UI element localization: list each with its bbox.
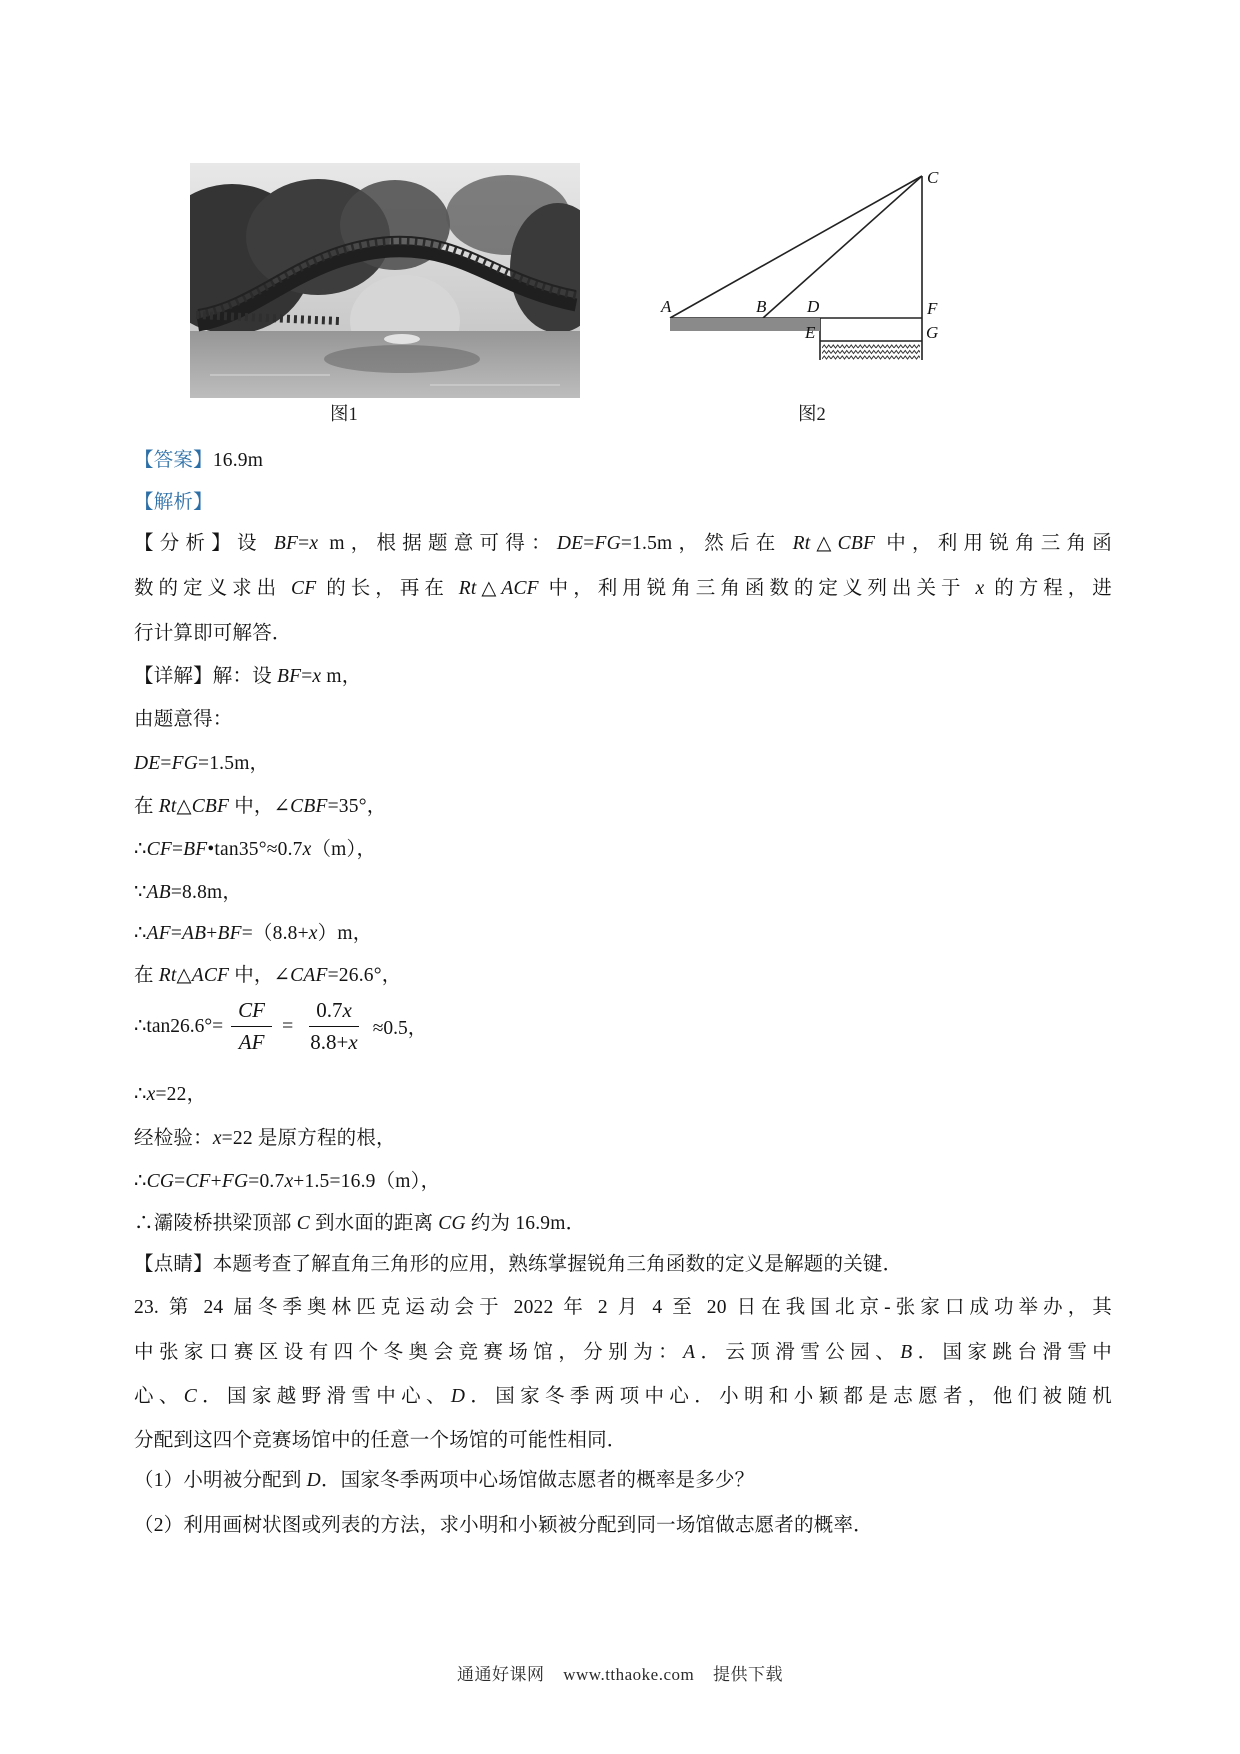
solution-line-5: ∴CF=BF•tan35°≈0.7x（m）， — [134, 839, 377, 860]
answer-line — [134, 448, 1112, 474]
geometry-diagram — [660, 168, 960, 363]
problem23-line-4: 分配到这四个竞赛场馆中的任意一个场馆的可能性相同． — [134, 1430, 627, 1451]
diagram-label-c: C — [927, 168, 939, 187]
diagram-label-g: G — [926, 323, 939, 342]
equation-equals: = — [282, 1014, 294, 1037]
equation-suffix: ≈0.5， — [372, 1018, 428, 1039]
figure1-caption: 图1 — [330, 405, 358, 425]
solution-line-4: 在 Rt△CBF 中，∠CBF=35°， — [134, 796, 387, 817]
answer-value: 16.9m — [212, 450, 264, 471]
diagram-label-a: A — [661, 297, 672, 316]
analysis-line-2: 数的定义求出 CF 的长，再在 Rt△ACF 中，利用锐角三角函数的定义列出关于 x 的方程，进 — [134, 578, 1112, 599]
ground-bar — [670, 318, 820, 331]
water-hatch — [822, 344, 920, 360]
diagram-label-d: D — [807, 297, 820, 316]
solution-line-1: 【详解】解：设 BF=x m， — [134, 666, 362, 687]
solution-line-2: 由题意得： — [134, 709, 233, 730]
diagram-label-e: E — [805, 323, 816, 342]
solution-line-12: ∴灞陵桥拱梁顶部 C 到水面的距离 CG 约为 16.9m． — [134, 1213, 586, 1234]
solution-line-9: ∴x=22， — [134, 1084, 207, 1105]
problem23-line-3: 心、C．国家越野滑雪中心、D．国家冬季两项中心．小明和小颖都是志愿者，他们被随机 — [134, 1386, 1112, 1407]
analysis-line-3: 行计算即可解答． — [134, 623, 292, 644]
footer-site-name: 通通好课网 — [456, 1665, 545, 1684]
solution-line-11: ∴CG=CF+FG=0.7x+1.5=16.9（m）， — [134, 1171, 441, 1192]
fraction-cf-af: $\frac{CF}{AF}$ — [231, 998, 272, 1055]
analysis-line-1: 【分析】设 BF=x m，根据题意可得：DE=FG=1.5m，然后在 Rt△CBF 中，利用锐角三角函 — [134, 533, 1112, 554]
page-footer — [0, 1660, 1240, 1685]
fraction-07x: $\frac{0.7x}{8.8+x}$ — [310, 997, 358, 1054]
analysis-header: 【解析】 — [134, 492, 213, 513]
diagram-label-f: F — [927, 299, 938, 318]
solution-line-3: DE=FG=1.5m， — [134, 753, 270, 774]
diagram-lines — [670, 176, 922, 360]
problem23-question-2: （2）利用画树状图或列表的方法，求小明和小颖被分配到同一场馆做志愿者的概率． — [134, 1515, 873, 1536]
footer-url: www.tthaoke.com — [563, 1665, 695, 1684]
solution-line-7: ∴AF=AB+BF=（8.8+x）m， — [134, 923, 373, 944]
tangent-equation — [134, 988, 427, 1064]
problem23-line-1: 23. 第 24 届冬季奥林匹克运动会于 2022 年 2 月 4 至 20 日在我国北京-张家口成功举办，其 — [134, 1297, 1112, 1318]
problem23-question-1: （1）小明被分配到 D．国家冬季两项中心场馆做志愿者的概率是多少？ — [134, 1470, 755, 1491]
figure2-caption: 图2 — [798, 405, 826, 425]
problem23-line-2: 中张家口赛区设有四个冬奥会竞赛场馆，分别为：A．云顶滑雪公园、B．国家跳台滑雪中 — [134, 1342, 1112, 1363]
answer-label: 【答案】 — [134, 450, 213, 471]
solution-line-8: 在 Rt△ACF 中，∠CAF=26.6°， — [134, 965, 402, 986]
footer-suffix: 提供下载 — [713, 1665, 784, 1684]
diagram-label-b: B — [756, 297, 767, 316]
solution-line-10: 经检验：x=22 是原方程的根， — [134, 1128, 396, 1149]
equation-prefix: ∴tan26.6°= — [134, 1016, 224, 1037]
bridge-photo — [190, 163, 580, 398]
solution-line-6: ∵AB=8.8m， — [134, 882, 243, 903]
key-point-line: 【点睛】本题考查了解直角三角形的应用，熟练掌握锐角三角函数的定义是解题的关键． — [134, 1254, 903, 1275]
